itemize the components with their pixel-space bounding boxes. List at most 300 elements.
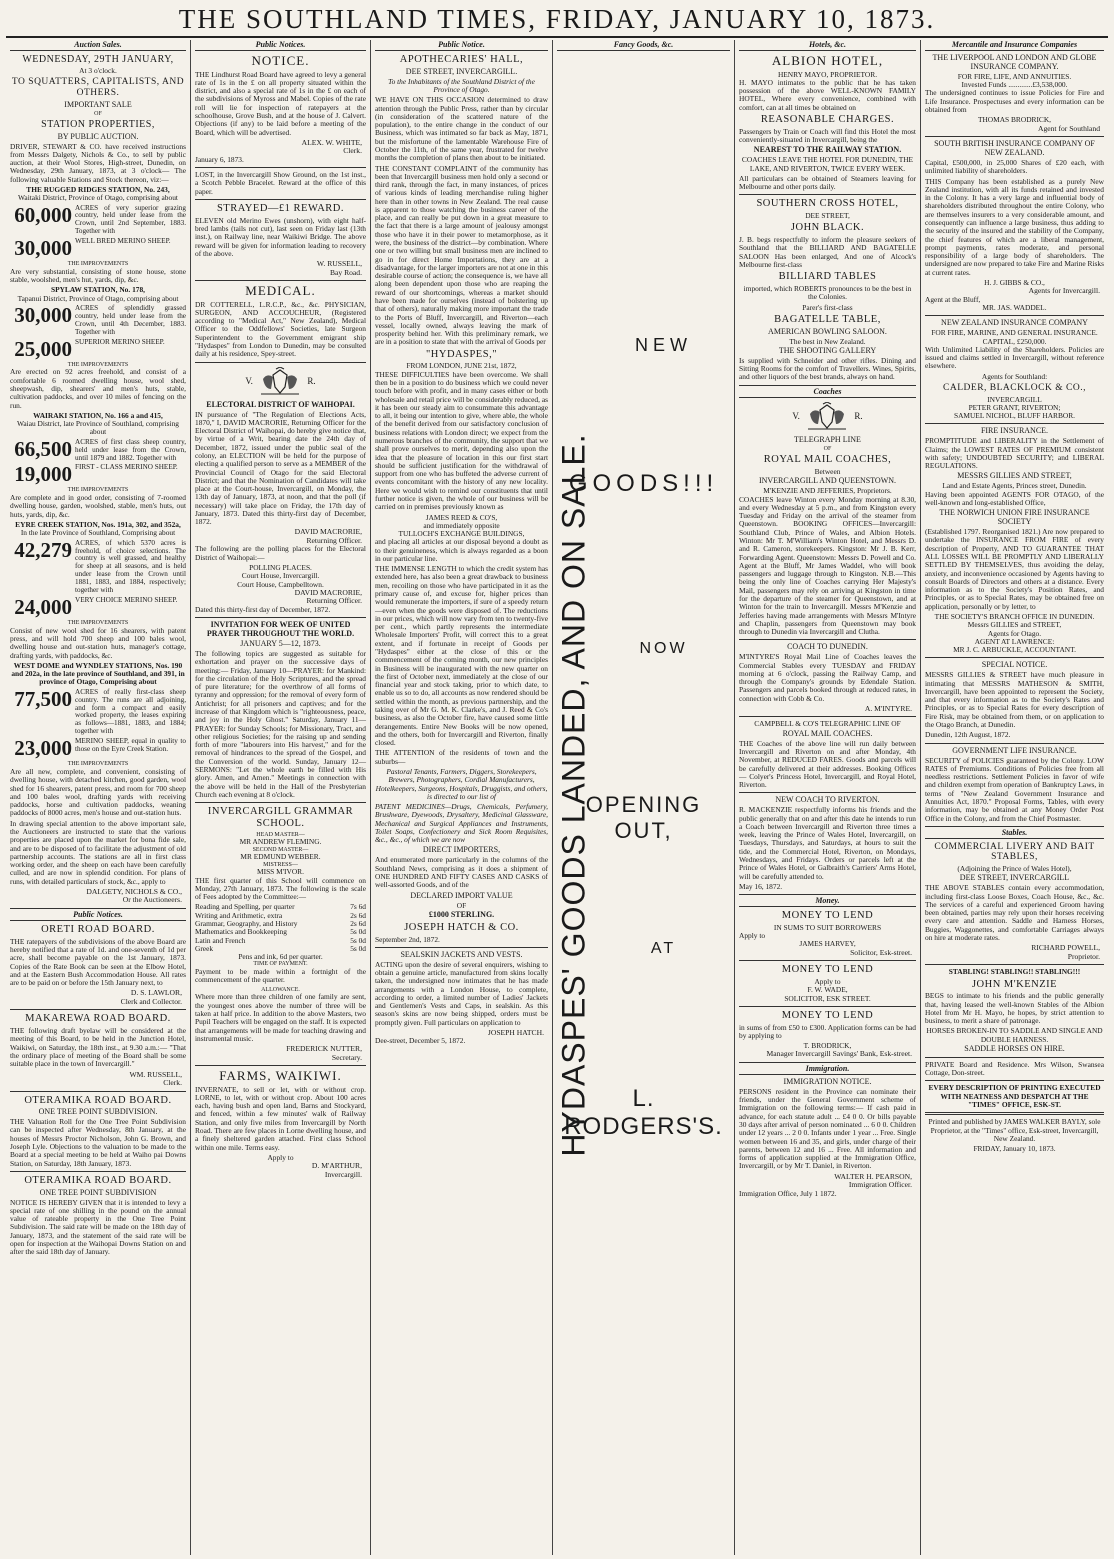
notice-title: STRAYED—£1 REWARD. <box>216 202 345 214</box>
crest-icon <box>802 402 852 432</box>
agent-sub: Land and Estate Agents, Princes street, Dunedin. <box>942 481 1087 491</box>
bagatelle-table: BAGATELLE TABLE, <box>774 313 881 325</box>
divider <box>925 423 1104 424</box>
notice-title: NOTICE. <box>251 53 310 68</box>
signature: THOMAS BRODRICK, <box>977 115 1052 125</box>
ad-title: NEW COACH TO RIVERTON. <box>775 795 880 805</box>
station-properties: STATION PROPERTIES, <box>41 119 155 131</box>
signature: F. W. WADE, <box>807 985 848 995</box>
sale-closing: In drawing special attention to the above important sale, the Auctioneers are instructed to state that the various properties are placed upon the market for bona fide sale, and are to be disposed of to facilitate the adjustment of old partnership accounts. The stations are all in first class working order, and the sheep on each have been carefully culled, and are now in splendid condition. For plans of runs, with detailed particulars of stock, &c., apply to <box>10 818 186 886</box>
horses-broken: HORSES BROKEN-IN TO SADDLE AND SINGLE AND DOUBLE HARNESS. <box>926 1026 1103 1044</box>
stat-text: WELL BRED MERINO SHEEP. <box>75 237 171 246</box>
reasonable-charges: REASONABLE CHARGES. <box>760 113 895 125</box>
special-notice <box>925 661 1104 739</box>
lawrence-agent: AGENT AT LAWRENCE: <box>974 636 1055 646</box>
stabling-banner: STABLING! STABLING!! STABLING!!! <box>948 967 1081 977</box>
stat-row <box>10 537 186 595</box>
dunedin-coach-ad <box>739 643 916 713</box>
ad-title: SOUTH BRITISH INSURANCE COMPANY OF NEW ZEALAND. <box>934 139 1095 158</box>
oreti-notice <box>10 924 186 1006</box>
apothecaries-hall-ad <box>375 54 548 944</box>
route: INVERCARGILL AND QUEENSTOWN. <box>758 476 897 486</box>
sterling-value: £1000 STERLING. <box>428 909 495 919</box>
wairaki-loc: Waiau District, late Province of Southland, comprising about <box>17 419 179 437</box>
ad-paragraph: PRIVATE Board and Residence. Mrs Wilson, Swansea Cottage, Don-street. <box>925 1059 1104 1078</box>
stat-number: 23,000 <box>14 736 72 761</box>
fee-subject: Grammar, Geography, and History <box>195 919 298 928</box>
ad-address: DEE STREET, <box>805 211 850 221</box>
ad-paragraph: PROMPTITUDE and LIBERALITY in the Settlement of Claims; the LOWEST RATES OF PREMIUM consistent with safety; UNDOUBTED SECURITY; and LIBERAL REGULATIONS. <box>925 436 1104 471</box>
notice-text: IN pursuance of "The Regulation of Elections Acts, 1870," I, DAVID MACRORIE, Returning Officer for the Electoral District of Waihopai, do hereby give notice that, by virtue of a Writ, bearing date the 24th day of December, 1872, issued under the public seal of the colony, an ELECTION will be held for the purpose of electing a qualified person to serve as a MEMBER of the Provincial Council of Otago for the said Electoral District; and that the Nomination of Candidates will take place at the Court-house, Invercargill, on Monday, the 13th day of January, 1873, at noon, and that the poll (if necessary) will take place on Friday, the 17th day of January, 1873. Dated this thirty-first day of December, 1872. <box>195 409 366 527</box>
notice-text: ELEVEN old Merino Ewes (unshorn), with eight half-bred lambs (tails not cut), last seen on Friday last (13th inst.), on Railway line, near Waikiwi Bridge. The above reward will be given for information leading to recovery of the above. <box>195 215 366 258</box>
stat-text: FIRST - CLASS MERINO SHEEP. <box>75 463 178 472</box>
signature: JOSEPH HATCH. <box>487 1027 544 1037</box>
ad-paragraph: (Established 1797. Reorganised 1821.) Are now prepared to undertake the INSURANCE FROM FIRE of every description of Property, AND TO GUARANTEE THAT ALL LOSSES WILL BE PROMPTLY AND LIBERALLY SETTLED BY THEMSELVES, thus avoiding the delay, anxiety, and inconvenience occasioned by Agents having to consult Boards of Directors and others at a distance. Every information as to the Society's Position Rates, and Principles, or as to Special Rates, may be obtained free on application, personally or by letter, to <box>925 527 1104 611</box>
stat-row <box>10 464 186 485</box>
notice-title: MEDICAL. <box>245 283 316 299</box>
column-public-notices <box>191 40 371 1555</box>
farms-notice <box>195 1069 366 1179</box>
notice-date: January 6, 1873. <box>195 154 244 164</box>
improvements-text: Consist of new wool shed for 16 shearers, with patent press, and will hold 700 sheep and 100 bales wool, dwelling house and out-station huts, manager's cottage, drafting yards, with paddocks, &c. <box>10 625 186 660</box>
agent-name: MESSRS GILLIES AND STREET, <box>957 471 1072 481</box>
money-ad-2 <box>739 964 916 1003</box>
ad-date: September 2nd, 1872. <box>375 934 440 944</box>
ad-subtitle: (Adjoining the Prince of Wales Hotel), <box>957 864 1072 874</box>
direct-importers: DIRECT IMPORTERS, <box>422 845 501 855</box>
notice-date: Dated this thirty-first day of December, 1872. <box>195 604 331 614</box>
improvements-text: Are complete and in good order, consisting of 7-roomed dwelling house, garden, woolshed, stable, men's huts, out huts, yards, dip, &c. <box>10 493 186 519</box>
notice-text: THE Valuation Roll for the One Tree Point Subdivision can be inspected after Wednesday, 8th January, at the houses of Messrs Proctor Nicholson, John G. Brown, and Joseph Lyle. Objections to the valuation to be made to the Board at a special meeting to be held at Waiho pai Downs Station, on Saturday, 18th January, 1873. <box>10 1117 186 1168</box>
ad-title: APOTHECARIES' HALL, <box>399 54 524 65</box>
ad-paragraph: in sums of from £50 to £300. Application forms can be had by applying to <box>739 1022 916 1040</box>
signature-sub: Agents for Invercargill. <box>1028 286 1100 296</box>
imprint <box>925 1118 1104 1153</box>
printing-ad <box>925 1084 1104 1109</box>
divider <box>10 1091 186 1092</box>
ad-salutation: To the Inhabitants of the Southland District of the Province of Otago. <box>388 76 535 94</box>
column-auction-sales <box>6 40 191 1555</box>
notice-text: DR COTTERELL, L.R.C.P., &c., &c. PHYSICIAN, SURGEON, AND ACCOUCHEUR, (Registered according to "Medical Act," New Zealand), Medical Officer to the Oddfellows' Societies, late Surgeon Superintendent to the Government emigrant ship "Hydaspes" from London to Dunedin, may be consulted daily at his residence, Spey-street. <box>195 299 366 359</box>
divider <box>925 315 1104 316</box>
royal-coat-of-arms <box>195 367 366 397</box>
stat-text: ACRES of splendidly grassed country, held under lease from the Crown, until 4th December, 1883. Together with <box>75 304 186 336</box>
money-ad-3 <box>739 1010 916 1059</box>
notice-subtitle: JANUARY 5—12, 1873. <box>240 639 321 649</box>
billiard-tables: BILLIARD TABLES <box>778 271 877 283</box>
notice-text: THE following draft byelaw will be considered at the meeting of this Board, to be held in the Junction Hotel, Waikiwi, on Saturday, the 18th inst., at 9.30 a.m.:— "That the ordinary place of meeting of the Board shall be some suitable place in the town of Invercargill." <box>10 1026 186 1069</box>
crest-icon <box>255 367 305 397</box>
stat-text: VERY CHOICE MERINO SHEEP. <box>75 596 178 605</box>
divider <box>195 617 366 618</box>
column-head: Public Notice. <box>375 40 548 51</box>
ad-paragraph: Having been appointed AGENTS FOR OTAGO, of the well-known and long-established Office, <box>925 489 1104 507</box>
signature: W. RUSSELL, <box>316 259 362 269</box>
notice-subtitle: ONE TREE POINT SUBDIVISION. <box>38 1107 158 1117</box>
steamers-note: All particulars can be obtained of Steamers leaving for Melbourne and other ports daily. <box>739 173 916 192</box>
makarewa-notice <box>10 1013 186 1087</box>
column-public-notice <box>371 40 553 1555</box>
stat-row <box>10 436 186 463</box>
sale-time: At 3 o'clock. <box>79 66 117 76</box>
ad-paragraph: M'INTYRE'S Royal Mail Line of Coaches leaves the Commercial Stables every TUESDAY and FRIDAY morning at 6 o'clock, passing the Railway Camp, and through the Company's grounds by Edendale Station. Passengers and parcels booked through at reduced rates, in connection with Cobb & Co. <box>739 652 916 703</box>
ad-capital: Capital, £500,000, in 25,000 Shares of £20 each, with unlimited liability of shareholders. <box>925 158 1104 176</box>
apply-line: Apply to <box>267 1152 294 1162</box>
ad-paragraph: R. MACKENZIE respectfully informs his friends and the public generally that on and after this date he intends to run a Coach between Invercargill and Riverton three times a week, leaving the Prince of Wales Hotel, Invercargill, on Tuesdays, Thursdays, and Saturdays, at hours to suit the tide, and the Commercial Hotel, Riverton, on Mondays, Wednesdays, and Fridays. Orders or parcels left at the Prince of Wales Hotel, or Galbraith's Carriers' Arms Hotel, will be carefully attended to. <box>739 805 916 881</box>
stat-number: 77,500 <box>14 686 72 711</box>
money-ad-1 <box>739 910 916 957</box>
divider <box>739 1006 916 1007</box>
ad-paragraph: Passengers by Train or Coach will find this Hotel the most conveniently-situated in Invercargill, being the <box>739 126 916 144</box>
column-fancy-goods <box>553 40 735 1555</box>
signature: A. M'INTYRE. <box>864 703 912 713</box>
invested-funds: Invested Funds .............£3,538,000. <box>961 80 1068 90</box>
signature-sub: Bay Road. <box>329 267 362 277</box>
section-head: Coaches <box>739 385 916 398</box>
fee-amount: 5s 0d <box>350 927 366 937</box>
mckenzie-stables-ad <box>925 968 1104 1054</box>
saddle-horses: SADDLE HORSES ON HIRE. <box>964 1043 1065 1053</box>
signature-sub: Returning Officer. <box>306 535 362 545</box>
agent-name: CALDER, BLACKLOCK & CO., <box>943 382 1086 393</box>
signature: JOSEPH HATCH & CO. <box>404 921 519 933</box>
notice-text: NOTICE IS HEREBY GIVEN that it is intended to levy a special rate of one shilling in the pound on the annual value of rateable property in the One Tree Point Subdivision. The said rate will be made on the 18th day of January, 1873, and the statement of the said rate will be open for inspection at the Waihopai Downs Station on and after the said 18th day of January. <box>10 1197 186 1257</box>
improvements-head: THE IMPROVEMENTS <box>67 761 129 768</box>
improvements-head: THE IMPROVEMENTS <box>67 361 129 368</box>
stat-row <box>10 686 186 737</box>
improvements-head: THE IMPROVEMENTS <box>67 487 129 494</box>
notice-title: ORETI ROAD BOARD. <box>41 923 155 935</box>
signature: RICHARD POWELL, <box>1031 943 1100 953</box>
notice-text: INVERNATE, to sell or let, with or without crop. LORNE, to let, with or without crop. About 100 acres each, having bush and open land, Barns and Stockyard, and fenced, within a few minutes' walk of Railway Station, and only five miles from Invercargill by North Road. There are few places in Lorne dwelling house, and a finely sheltered garden attached. First class School within one mile. Terms easy. <box>195 1084 366 1152</box>
ad-subtitle: IN SUMS TO SUIT BORROWERS <box>773 922 882 932</box>
between: Between <box>814 467 841 477</box>
station-sale-ad <box>10 54 186 905</box>
column-hotels <box>735 40 921 1555</box>
shooting-gallery: THE SHOOTING GALLERY <box>778 345 877 355</box>
agent-name: PETER GRANT, RIVERTON; <box>968 402 1061 412</box>
ad-paragraph: THIS Company has been established as a purely New Zealand institution, with all its funds retained and invested in the Colony. It has a very large and influential body of shareholders distributed throughout the entire Colony, who are themselves insurers to a very considerable amount, and consequently can influence a large business, thus adding to the security of the insured and the stability of the Company, the chief features of which are a liberal management, prompt payments, rates moderate, and personal responsibility of a large body of shareholders. The undersigned are now prepared to take Fire and Marine Risks at current rates. <box>925 176 1104 277</box>
albion-hotel-ad <box>739 54 916 191</box>
agent-name: SAMUEL NICHOL, BLUFF HARBOR. <box>953 411 1076 421</box>
westdome-title: WEST DOME and WYNDLEY STATIONS, Nos. 190 and 202a, in the late province of Southland, and 391, in province of Otago, Comprising about <box>11 660 185 687</box>
ad-paragraph: SECURITY of POLICIES guaranteed by the Colony. LOW RATES of Premiums. Conditions of Policies free from all needless restrictions. Settlement Policies in favor of wife and children exempt from operation of Bankruptcy Laws, in terms of "New Zealand Government Insurance and Annuities Act, 1870." Proposal Forms, Tables, with every information, may be obtained at any Money Order Post Office in the Colony, and from the Chief Postmaster. <box>925 755 1104 823</box>
billiard-sub: imported, which ROBERTS pronounces to be the best in the Colonies. <box>743 284 912 302</box>
signature: D. M'ARTHUR, <box>311 1161 362 1171</box>
rugged-loc: Waitaki District, Province of Otago, comprising about <box>18 193 178 203</box>
ad-capital: CAPITAL, £250,000. <box>982 336 1047 346</box>
stat-row <box>10 202 186 237</box>
signature: H. J. GIBBS & CO., <box>984 277 1045 287</box>
ad-proprietor: JOHN BLACK. <box>790 222 865 234</box>
sale-date: WEDNESDAY, 29TH JANUARY, <box>22 54 174 65</box>
notice-title: ELECTORAL DISTRICT OF WAIHOPAI. <box>206 399 355 409</box>
vr-right: R. <box>307 375 316 386</box>
fee-amount: 2s 6d <box>350 910 366 920</box>
agent-loc: INVERCARGILL <box>987 394 1042 404</box>
improvements-text: Are all new, complete, and convenient, consisting of dwelling house, with detached kitchen, good garden, wool shed for 16 shearers, patent press, and room for 700 sheep and 100 bales wool, drafting yards with receiving paddocks, horse and cultivation paddocks, weaning paddocks of 8000 acres, men's house and out-station huts. <box>10 766 186 818</box>
signature: Messrs GILLIES and STREET, <box>967 620 1062 630</box>
goods-word: GOODS!!! <box>568 470 719 497</box>
ad-title: ALBION HOTEL, <box>771 53 884 68</box>
of-line: OF <box>94 110 102 117</box>
agents-head: Agents for Southland: <box>981 371 1048 381</box>
stat-number: 30,000 <box>14 303 72 328</box>
stat-number: 42,279 <box>14 537 72 562</box>
nz-insurance-ad <box>925 319 1104 420</box>
stat-row <box>10 238 186 259</box>
ad-title: GOVERNMENT LIFE INSURANCE. <box>952 745 1077 755</box>
staff-role: HEAD MASTER— <box>256 831 305 838</box>
oteramika-notice-2 <box>10 1175 186 1257</box>
column-head: Hotels, &c. <box>739 40 916 51</box>
ad-paragraph: THESE DIFFICULTIES have been overcome. We shall then be in a position to do business which we could never touch before with profit, and in many cases either or both wholesale and retail price will be considerably reduced, as it has been our steady aim to consummate this advantage to all, it being our intention to give, where able, the whole of the benefit derived from our satisfactory conclusion of business relations with London direct; we expect from the numerous branches of the community, the support that we shall prove ourselves to merit, depending also upon the idea that the pleasure of location in this our first start should be sufficient justification for the withdrawal of support from one who has buffeted the adverse current of events concomitant with the history of any new locality. Here we would wish to remind our constituents that until further notice is given, the whole of our business will be carried on in premises previously known as <box>375 369 548 512</box>
ad-proprietor: M'KENZIE AND JEFFERIES, Proprietors. <box>763 486 892 496</box>
divider <box>739 960 916 961</box>
imprint-date: FRIDAY, January 10, 1873. <box>973 1144 1056 1154</box>
signature: DAVID MACRORIE, <box>294 527 362 537</box>
masthead: THE SOUTHLAND TIMES, FRIDAY, JANUARY 10, 1873. <box>178 4 936 34</box>
now-word: NOW <box>639 640 688 657</box>
customer-list: Pastoral Tenants, Farmers, Diggers, Storekeepers, Brewers, Photographers, Cordial Manufacturers, Hotelkeepers, Surgeons, Hospitals, Druggists, and others, is directed to our list of <box>375 766 548 801</box>
ad-paragraph: PERSONS resident in the Province can nominate their friends, under the General Government scheme of Immigration on the following terms:— If cash paid in advance, for each statute adult ... £4 0 0. Or bills payable 30 days after arrival of person nominated ... 6 0 0. Children under 12 years ... 2 0 0. Infants under 1 year ... Free. Single women between 16 and 35, and girls, under charge of their parents, between 12 and 16 ... Free. All information and forms of application supplied at the Immigration Office, Invercargill, or by Mr T. Daniel, in Riverton. <box>739 1086 916 1171</box>
campbell-coach-ad <box>739 720 916 789</box>
imprint-text: Printed and published by JAMES WALKER BAYLY, sole Proprietor, at the "Times" office, Esk-street, Invercargill, New Zealand. <box>928 1117 1101 1143</box>
stat-number: 60,000 <box>14 202 72 227</box>
polling-place: Court House, Invercargill. <box>241 571 320 581</box>
at-word: AT <box>650 940 677 957</box>
bowling-sub: The best in New Zealand. <box>789 336 866 346</box>
ad-address: DEE STREET, INVERCARGILL <box>959 873 1070 883</box>
ad-paragraph: With Unlimited Liability of the Shareholders. Policies are issued and claims settled in Invercargill, without reference elsewhere. <box>925 344 1104 371</box>
ad-paragraph: THE CONSTANT COMPLAINT of the community has been that Invercargill business men hold only a second or third rank, through the fact, in many instances, of prices of various kinds of leading merchandise ruling higher here than in other towns in New Zealand. The real cause is apparent to those watching the business career of the place, and can really be put down in a great measure to the fact that there is a large amount of jealousy amongst those who have it in their power to metamorphose, as it were, the business of the district—by combination. Where one or two willing but small business men are inclined to go in for direct Home Importations, they are at a disadvantage, for the larger importers are not at one in this desirable course of action; the consequence is, we have all along been dependent upon those who are reaping the reward of our shortcomings, whereas a market should have been made for ourselves (instead of bolstering up that of others), naturally making more important the trade to the Ports of Bluff, Invercargill, and Riverton—each vessel, locally owned, always leaving the mark of prosperity behind her. With this preliminary remark, we are in a position to state that with the arrival of Goods per <box>375 163 548 347</box>
fire-insurance-ad <box>925 427 1104 654</box>
divider <box>925 964 1104 965</box>
ad-subtitle: FOR FIRE, LIFE, AND ANNUITIES. <box>957 71 1072 81</box>
divider <box>375 947 548 948</box>
vertical-banner-text: HYDASPES' GOODS LANDED, AND ON SALE. <box>555 433 592 1157</box>
ad-title: TELEGRAPH LINE <box>794 434 861 444</box>
masthead-rule <box>6 36 1108 38</box>
fee-subject: Latin and French <box>195 935 246 945</box>
spylaw-loc: Tapanui District, Province of Otago, comprising about <box>17 293 179 303</box>
by-auction: BY PUBLIC AUCTION. <box>57 131 139 141</box>
divider <box>739 639 916 640</box>
signature: DAVID MACRORIE, <box>294 587 362 597</box>
ad-title: SOUTHERN CROSS HOTEL, <box>756 198 899 210</box>
fee-amount: 7s 6d <box>350 902 366 912</box>
ad-date: May 16, 1872. <box>739 881 783 891</box>
divider <box>925 1080 1104 1081</box>
stat-text: SUPERIOR MERINO SHEEP. <box>75 337 165 346</box>
ad-paragraph: THE ATTENTION of the residents of town and the suburbs— <box>375 748 548 766</box>
sealskin-ad <box>375 951 548 1046</box>
strayed-notice <box>195 203 366 277</box>
payment-text: Payment to be made within a fortnight of the commencement of the quarter. <box>195 967 366 985</box>
signature-sub: Clerk and Collector. <box>120 996 182 1006</box>
fee-row <box>195 937 366 945</box>
staff-role: SECOND MASTER— <box>252 846 309 853</box>
signature-sub: SOLICITOR, ESK STREET. <box>784 993 871 1003</box>
divider <box>10 1009 186 1010</box>
lawrence-agent-name: MR J. C. ARBUCKLE, ACCOUNTANT. <box>953 645 1076 655</box>
to-line: TO SQUATTERS, CAPITALISTS, AND OTHERS. <box>11 77 185 99</box>
vr-right: R. <box>854 410 863 421</box>
eyre-title: EYRE CREEK STATION, Nos. 191a, 302, and 352a, <box>15 520 181 530</box>
private-board-ad <box>925 1061 1104 1078</box>
divider <box>195 802 366 803</box>
ship-name: "HYDASPES," <box>426 348 497 360</box>
ad-of: OF <box>823 445 832 452</box>
important-sale: IMPORTANT SALE <box>64 99 132 109</box>
stat-number: 25,000 <box>14 336 72 361</box>
ad-paragraph: ACTING upon the desire of several enquirers, wishing to obtain a genuine article, manufactured from skins locally taken, the undersigned now intimates that he has made arrangements with a London House, to complete, according to order, a limited number of Ladies' Jackets and Gentlemen's Vests and Caps, in sealskin. As this season's skins are now being shipped, orders must be promptly given. Full particulars on application to <box>375 959 548 1027</box>
telegraph-coach-ad <box>739 436 916 637</box>
bagatelle-pre: Parer's first-class <box>802 302 853 312</box>
ad-title: CAMPBELL & CO'S TELEGRAPHIC LINE OF <box>754 719 901 729</box>
declared-of: OF <box>456 900 467 910</box>
signature: FREDERICK NUTTER, <box>286 1044 362 1054</box>
signature-sub: Solicitor, Esk-street. <box>850 947 912 957</box>
divider <box>925 136 1104 137</box>
stat-number: 66,500 <box>14 436 72 461</box>
divider <box>739 194 916 195</box>
stat-number: 24,000 <box>14 595 72 620</box>
ad-title: NEW ZEALAND INSURANCE COMPANY <box>941 318 1088 328</box>
stat-text: MERINO SHEEP, equal in quality to those on the Eyre Creek Station. <box>75 737 186 754</box>
divider <box>739 716 916 717</box>
polling-head: POLLING PLACES. <box>249 563 312 573</box>
rugged-title: THE RUGGED RIDGES STATION, No. 243, <box>26 184 170 194</box>
ad-paragraph: H. MAYO intimates to the public that he has taken possession of the above WELL-KNOWN FAMILY HOTEL, Where every convenience, combined with comfort, can at all times be obtained on <box>739 77 916 112</box>
column-head: Mercantile and Insurance Companies <box>925 40 1104 51</box>
immigration-notice <box>739 1078 916 1198</box>
south-british-ad <box>925 140 1104 312</box>
stat-number: 30,000 <box>14 236 72 261</box>
sale-intro: DRIVER, STEWART & CO. have received instructions from Messrs Dalgety, Nichols & Co., to sell by public auction, at their Wool Stores, High-street, Dunedin, on Wednesday, 29th January, 1873, at 3 o'clock— The following valuable Stations and Stock thereon, viz:— <box>10 141 186 184</box>
section-head: Money. <box>739 894 916 907</box>
polling-place: Court House, Campbelltown. <box>237 579 324 589</box>
divider <box>195 199 366 200</box>
column-head: Auction Sales. <box>10 40 186 51</box>
ad-paragraph: THE Coaches of the above line will run daily between Invercargill and Riverton on and after Monday, 4th November, at REDUCED FARES. Goods and parcels will be carefully delivered at their addresses. Booking Offices — Colyer's Princess Hotel, Invercargill, and Royal Hotel, Riverton. <box>739 738 916 790</box>
riverton-coach-ad <box>739 796 916 891</box>
signature: DALGETY, NICHOLS & CO., <box>86 886 182 896</box>
ad-date: Dee-street, December 5, 1872. <box>375 1036 466 1046</box>
staff-name: MR ANDREW FLEMING. <box>239 837 322 847</box>
stat-row <box>10 597 186 618</box>
ad-date: Dunedin, 12th August, 1872. <box>925 730 1011 740</box>
stat-text: ACRES of first class sheep country, held under lease from the Crown, until 1879 and 1882. Together with <box>75 437 186 462</box>
vr-left: V. <box>792 410 800 421</box>
notice-title: MAKAREWA ROAD BOARD. <box>25 1013 171 1025</box>
ad-title: COACH TO DUNEDIN. <box>787 642 868 652</box>
ad-title: JOHN M'KENZIE <box>971 978 1058 990</box>
column-insurance <box>921 40 1108 1555</box>
ad-title: MONEY TO LEND <box>781 964 874 976</box>
pens-note: Pens and ink, 6d per quarter. <box>238 952 323 962</box>
branch-office: THE SOCIETY'S BRANCH OFFICE IN DUNEDIN. <box>934 611 1095 621</box>
ad-title: IMMIGRATION NOTICE. <box>783 1076 872 1086</box>
ad-paragraph: And enumerated more particularly in the columns of the Southland News, comprising as it does a shipment of ONE HUNDRED AND FIFTY CASES AND CASKS of well-assorted Goods, and of the <box>375 855 548 890</box>
columns <box>6 40 1108 1555</box>
electoral-notice <box>195 401 366 615</box>
notice-text: LOST, in the Invercargill Show Ground, on the 1st inst., a Scotch Pebble Bracelet. Reward at the office of this paper. <box>195 170 366 196</box>
ad-date: Immigration Office, July 1 1872. <box>739 1188 837 1198</box>
improvements-text: Are erected on 92 acres freehold, and consist of a comfortable 6 roomed dwelling house, wool shed, sheepwash, dip, shearers' and men's huts, stable, cultivation paddocks, and over 10 miles of fencing on the run. <box>10 367 186 410</box>
divider <box>10 1171 186 1172</box>
southern-cross-ad <box>739 198 916 381</box>
notice-subtitle: ONE TREE POINT SUBDIVISION <box>39 1187 157 1197</box>
payment-head: TIME OF PAYMENT. <box>253 961 308 968</box>
ad-paragraph: WE HAVE ON THIS OCCASION determined to draw attention through the Public Press, rather than by circular (in consideration of the scattered nature of the population), to the entire change in the conduct of our Business, which was intimated so far back as May, 1871, but the misfortune of the lamentable Warehouse Fire of October the 11th, of the same year, frustrated for twelve months the completion of plans then about to be initiated. <box>375 95 548 163</box>
section-head: Immigration. <box>739 1062 916 1075</box>
signature-sub: Immigration Officer. <box>848 1180 912 1190</box>
declared-value: DECLARED IMPORT VALUE <box>410 890 513 900</box>
lost-notice <box>195 171 366 196</box>
fee-subject: Greek <box>195 943 214 953</box>
stat-row <box>10 738 186 759</box>
divider <box>195 280 366 281</box>
column-head: Public Notices. <box>195 40 366 51</box>
ad-subtitle: FOR FIRE, MARINE, AND GENERAL INSURANCE. <box>931 328 1098 338</box>
coaches-leave: COACHES LEAVE THE HOTEL FOR DUNEDIN, THE LAKE, AND RIVERTON, TWICE EVERY WEEK. <box>741 155 914 173</box>
divider <box>195 362 366 363</box>
column-head: Fancy Goods, &c. <box>557 40 730 51</box>
eyre-loc: In the late Province of Southland, Comprising about <box>20 528 176 538</box>
signature: D. S. LAWLOR, <box>130 988 182 998</box>
fee-amount: 2s 6d <box>350 919 366 928</box>
ad-paragraph: J. B. begs respectfully to inform the pleasure seekers of Southland that the BILLIARD AND BAGATELLE SALOON Has been enlarged, And one of Alcock's Melbourne first-class <box>739 235 916 269</box>
liverpool-ad <box>925 54 1104 133</box>
fee-subject: Reading and Spelling, per quarter <box>195 902 295 912</box>
divider <box>925 1112 1104 1115</box>
bowling-saloon: AMERICAN BOWLING SALOON. <box>768 326 887 336</box>
divider <box>925 743 1104 744</box>
notice-text: THE Lindhurst Road Board have agreed to levy a general rate of 1s in the £ on all property situated within the district, and also a special rate of 1s in the £ on each of the subdivisions of Myross and Mabel. Copies of the rate roll will lie for inspection of ratepayers at the schoolhouse, Grove Bush, and at the house of J. Calvert. Objections (if any) to be laid before a meeting of the Board, which will be advertised. <box>195 69 366 137</box>
vr-left: V. <box>245 375 253 386</box>
reed-sub: and immediately opposite <box>423 520 500 530</box>
tulloch-line: TULLOCH'S EXCHANGE BUILDINGS, <box>398 529 525 539</box>
signature-sub: Clerk. <box>343 146 362 156</box>
livery-stables-ad <box>925 842 1104 961</box>
ad-paragraph: THE ABOVE STABLES contain every accommodation, including first-class Loose Boxes, Coach House, &c., &c. The services of a careful and experienced Groom having been obtained, parties may rely upon their horses receiving every care and attention. Saddle and Harness Horses, Buggies, Waggonettes, and comfortable Carriages always on hire at moderate rates. <box>925 883 1104 942</box>
ad-paragraph: and placing all articles at our disposal beyond a doubt as to their genuineness, which is always regarded as a boon in our particular line. <box>375 537 548 563</box>
fee-subject: Mathematics and Bookkeeping <box>195 927 287 937</box>
signature-sub: Manager Invercargill Savings' Bank, Esk-street. <box>766 1049 912 1059</box>
ad-title: THE LIVERPOOL AND LONDON AND GLOBE INSURANCE COMPANY. <box>932 53 1097 71</box>
ad-address: DEE STREET, INVERCARGILL. <box>405 66 518 76</box>
notice-text: THE first quarter of this School will commence on Monday, 27th January, 1873. The following is the scale of Fees adopted by the Committee:— <box>195 875 366 902</box>
royal-mail: ROYAL MAIL COACHES, <box>763 454 892 466</box>
stat-row <box>10 305 186 337</box>
divider <box>195 167 366 168</box>
ad-paragraph: The undersigned continues to issue Policies for Fire and Life Insurance. Prospectuses and every information can be obtained from <box>925 88 1104 115</box>
notice-text: The following topics are suggested as suitable for exhortation and prayer on the successive days of meeting:— Friday, January 10—PRAYER: for Mankind: for the circulation of the Holy Scriptures, and the spread of pure literature; for the overthrow of all forms of tyranny and oppression; for the removal of every form of Antichrist; for all prisoners and captives; and for the increase of that Kingdom which is "righteousness, peace, and joy in the Holy Ghost." Saturday, January 11—PRAYER: for Sunday Schools; for Missionary, Tract, and other religious Societies; for the raising up and sending forth of more "labourers into His harvest," and for the removal of hindrances to the spread of the Gospel, and the Conversion of the world. Sunday, January 12—SERMONS: "Let the whole earth be filled with His glory. Amen, and Amen." Meetings in connection with the above will be held in the Hall of the Presbyterian Church each evening at 8 o'clock. <box>195 649 366 799</box>
section-head: Public Notices. <box>10 908 186 921</box>
wairaki-title: WAIRAKI STATION, No. 166 a and 415, <box>33 410 163 420</box>
signature: WALTER H. PEARSON, <box>834 1171 912 1181</box>
ad-paragraph: MESSRS GILLIES & STREET have much pleasure in intimating that MESSRS MATHESON & SMITH, Invercargill, have been appointed to represent the Society, and that every information as to the Society's Rates and Principles, or as to Special Rates for every description of Fire Risk, may be obtained from them, or on application to the Otago Branch, at Dunedin. <box>925 670 1104 730</box>
bluff-agent-name: MR. JAS. WADDEL. <box>982 303 1047 312</box>
bluff-agent: Agent at the Bluff, <box>925 294 981 304</box>
apply-line: Apply to <box>814 977 841 987</box>
staff-name: MISS M'IVOR. <box>257 867 304 877</box>
signature-sub: Proprietor. <box>1067 951 1100 961</box>
divider <box>925 1057 1104 1058</box>
ad-title: COMMERCIAL LIVERY AND BAIT STABLES, <box>934 841 1095 863</box>
new-word: NEW <box>635 335 692 355</box>
